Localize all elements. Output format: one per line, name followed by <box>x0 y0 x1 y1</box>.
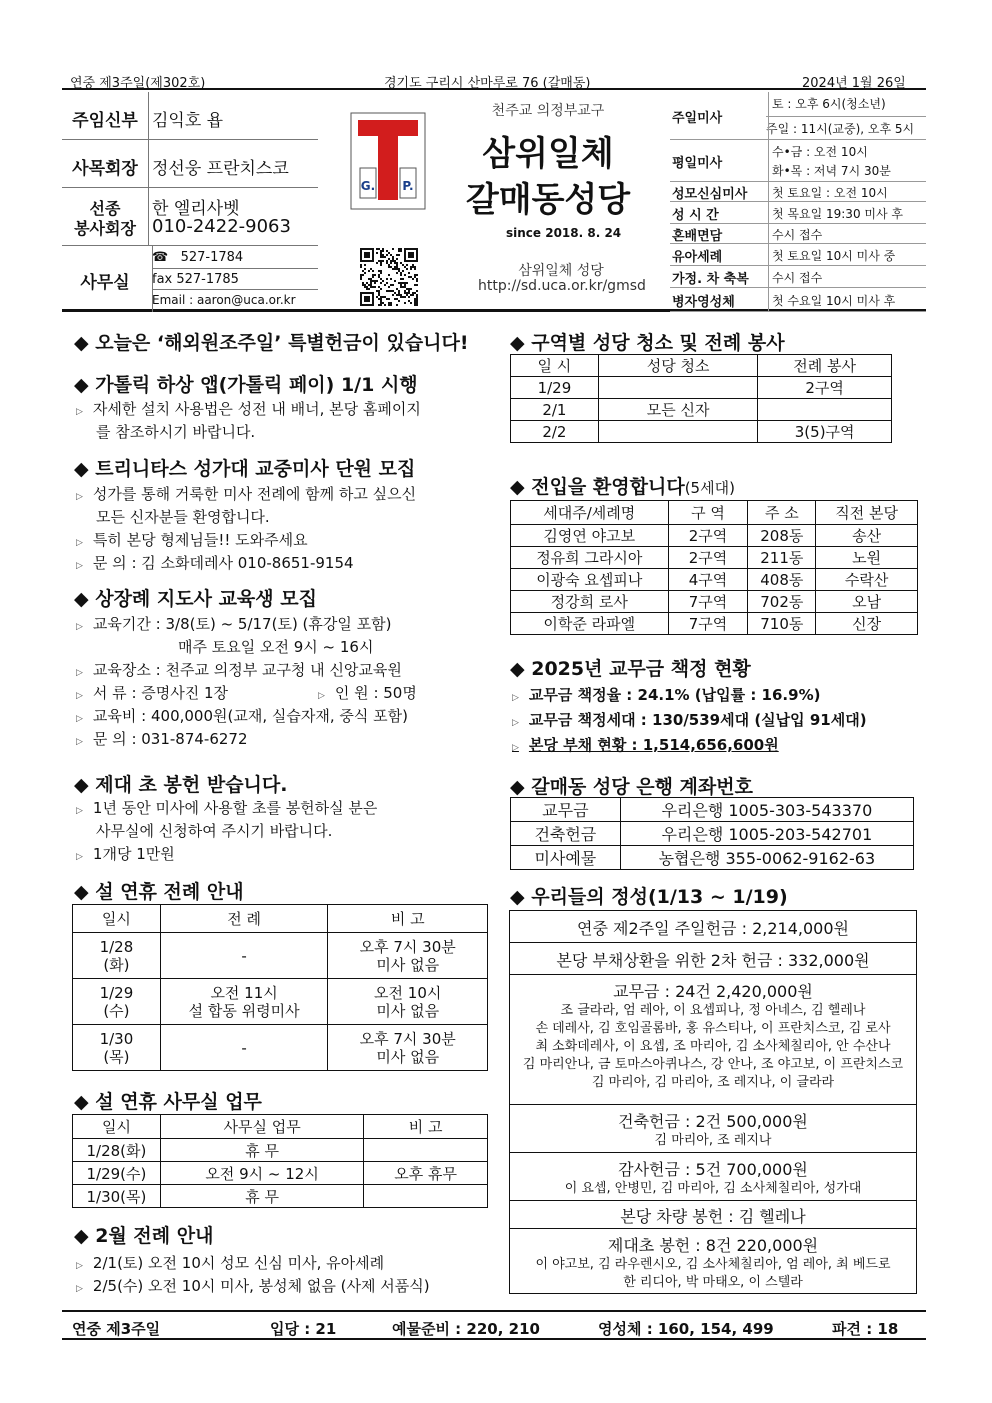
table-cell: 모든 신자 <box>598 399 758 421</box>
table-cell: 미사예물 <box>511 846 621 870</box>
top-bar <box>62 70 926 90</box>
table-cell: 7구역 <box>668 591 748 613</box>
office-fax: fax 527-1785 <box>152 272 239 287</box>
heading-choir: ◆ 트리니타스 성가대 교중미사 단원 모집 <box>74 458 416 480</box>
office-label: 사무실 <box>80 273 130 293</box>
table-cell: 3(5)구역 <box>758 421 892 443</box>
church-name-1: 삼위일체 <box>482 134 614 174</box>
table-cell: - <box>160 933 328 979</box>
mass-row <box>670 140 926 182</box>
table-cell <box>598 377 758 399</box>
office-value-border <box>152 246 318 312</box>
table-cell: 1/29 <box>511 377 599 399</box>
svg-text:P.: P. <box>402 179 414 193</box>
heading-giving: ◆ 우리들의 정성(1/13 ~ 1/19) <box>510 886 788 908</box>
table-header-cell: 일시 <box>73 905 161 933</box>
council-row <box>62 140 318 188</box>
bullet-candle-1: ▷ 1년 동안 미사에 사용할 초를 봉헌하실 분은 <box>76 799 378 817</box>
mass-row <box>670 266 926 288</box>
mass-value: 수•금 : 오전 10시 <box>772 145 868 159</box>
mass-label: 평일미사 <box>672 156 723 171</box>
cleaning-table <box>510 354 892 443</box>
pastor-label: 주임신부 <box>72 111 138 131</box>
office-divider-1 <box>152 268 318 269</box>
table-row <box>511 377 892 399</box>
heading-funeral: ◆ 상장례 지도사 교육생 모집 <box>74 588 317 610</box>
mission-label-2: 봉사회장 <box>74 219 136 238</box>
table-cell: 208동 <box>748 525 816 547</box>
table-header-cell: 일시 <box>73 1115 161 1139</box>
since-date: since 2018. 8. 24 <box>506 226 622 240</box>
pastor-name: 김익호 욥 <box>152 111 224 131</box>
diocese: 천주교 의정부교구 <box>491 103 605 119</box>
heading-holiday-liturgy: ◆ 설 연휴 전례 안내 <box>74 881 244 903</box>
table-cell: 휴 무 <box>160 1185 363 1208</box>
heading-candle: ◆ 제대 초 봉헌 받습니다. <box>74 774 288 796</box>
bullet-feb-1: ▷ 2/1(토) 오전 10시 성모 신심 미사, 유아세례 <box>76 1254 385 1272</box>
bullet-dues-1: ▷ 교무금 책정율 : 24.1% (납입률 : 16.9%) <box>512 686 821 704</box>
office-tel: ☎ 527-1784 <box>152 250 244 265</box>
office-divider-2 <box>152 289 318 290</box>
mass-row <box>670 224 926 244</box>
bullet-funeral-1: ▷ 교육기간 : 3/8(토) ~ 5/17(토) (휴강일 포함) <box>76 615 392 633</box>
bullet-funeral-1b: 매주 토요일 오전 9시 ~ 16시 <box>178 638 374 656</box>
table-cell <box>758 399 892 421</box>
table-cell: 1/29 (수) <box>73 979 161 1025</box>
heading-feb-liturgy: ◆ 2월 전례 안내 <box>74 1225 214 1247</box>
table-cell: 오전 9시 ~ 12시 <box>160 1162 363 1185</box>
table-cell: 702동 <box>748 591 816 613</box>
table-cell: 수락산 <box>816 569 918 591</box>
mass-row <box>670 244 926 266</box>
table-cell: 408동 <box>748 569 816 591</box>
table-cell: 2구역 <box>668 525 748 547</box>
holiday-liturgy-table <box>72 904 488 1071</box>
table-row <box>511 613 918 635</box>
bullet-cp-1b: 를 참조하시기 바랍니다. <box>96 423 256 441</box>
mass-row <box>670 202 926 224</box>
table-cell <box>364 1185 488 1208</box>
pastor-row <box>62 92 318 140</box>
table-cell <box>598 421 758 443</box>
heading-welcome: ◆ 전입을 환영합니다(5세대) <box>510 476 735 498</box>
mission-row <box>62 188 318 246</box>
table-cell: 우리은행 1005-203-542701 <box>620 822 913 846</box>
mass-label: 가정. 차 축복 <box>672 272 749 287</box>
mission-label-1: 선종 <box>89 199 121 218</box>
table-cell: 이학준 라파엘 <box>511 613 669 635</box>
table-cell: 211동 <box>748 547 816 569</box>
issue-label: 연중 제3주일(제302호) <box>70 76 206 91</box>
mass-divider <box>768 92 769 312</box>
bullet-choir-1: ▷ 성가를 통해 거룩한 미사 전례에 함께 하고 싶으신 <box>76 485 417 503</box>
notice-overseas-aid: ◆ 오늘은 ‘해외원조주일’ 특별헌금이 있습니다! <box>74 332 469 354</box>
mass-label: 성 시 간 <box>672 208 719 223</box>
site-name: 삼위일체 성당 <box>518 263 604 279</box>
bullet-funeral-4: ▷ 교육비 : 400,000원(교재, 실습자재, 중식 포함) <box>76 707 408 725</box>
bullet-feb-2: ▷ 2/5(수) 오전 10시 미사, 봉성체 없음 (사제 서품식) <box>76 1277 430 1295</box>
table-header <box>511 355 892 377</box>
giving-building: 건축헌금 : 2건 500,000원 김 마리아, 조 레지나 <box>510 1105 916 1153</box>
bank-table <box>510 797 914 870</box>
address: 경기도 구리시 산마루로 76 (갈매동) <box>384 76 591 91</box>
table-row <box>511 846 914 870</box>
table-cell: 1/30 (목) <box>73 1025 161 1071</box>
table-header-cell: 전 례 <box>160 905 328 933</box>
church-name-2: 갈매동성당 <box>465 180 631 220</box>
mass-label: 주일미사 <box>672 111 723 126</box>
table-cell <box>364 1139 488 1162</box>
header-left-divider <box>148 92 149 246</box>
table-cell: 정강희 로사 <box>511 591 669 613</box>
bottom-pagyeon: 파견 : 18 <box>832 1320 899 1338</box>
table-cell: 정유희 그라시아 <box>511 547 669 569</box>
giving-box <box>509 910 917 1294</box>
table-row <box>73 933 488 979</box>
table-header-cell: 전례 봉사 <box>758 355 892 377</box>
table-cell: 교무금 <box>511 798 621 822</box>
mass-value: 토 : 오후 6시(청소년) <box>772 97 886 111</box>
bullet-choir-1b: 모든 신자분들 환영합니다. <box>96 508 270 526</box>
table-cell: 1/29(수) <box>73 1162 161 1185</box>
table-cell: 4구역 <box>668 569 748 591</box>
mass-value: 첫 수요일 10시 미사 후 <box>772 294 896 308</box>
church-logo <box>350 112 426 210</box>
bullet-funeral-2: ▷ 교육장소 : 천주교 의정부 교구청 내 신앙교육원 <box>76 661 402 679</box>
mass-label: 유아세례 <box>672 250 723 265</box>
table-cell: 송산 <box>816 525 918 547</box>
table-header-cell: 성당 청소 <box>598 355 758 377</box>
mass-value: 첫 목요일 19:30 미사 후 <box>772 207 903 221</box>
table-cell: 1/28 (화) <box>73 933 161 979</box>
bottom-communion: 영성체 : 160, 154, 499 <box>598 1320 774 1338</box>
table-row <box>511 798 914 822</box>
table-cell: 1/30(목) <box>73 1185 161 1208</box>
table-row <box>73 1185 488 1208</box>
table-header-cell: 비 고 <box>328 905 488 933</box>
table-cell: 농협은행 355-0062-9162-63 <box>620 846 913 870</box>
table-row <box>73 1025 488 1071</box>
mass-row <box>670 288 926 312</box>
bullet-cp-1: ▷ 자세한 설치 사용법은 성전 내 배너, 본당 홈페이지 <box>76 400 421 418</box>
table-row <box>511 547 918 569</box>
svg-text:G.: G. <box>360 179 376 193</box>
mass-row <box>670 92 926 140</box>
table-cell: 우리은행 1005-303-543370 <box>620 798 913 822</box>
table-header-cell: 주 소 <box>748 501 816 525</box>
giving-dues: 교무금 : 24건 2,420,000원 조 글라라, 엄 레아, 이 요셉피나, 정 아네스, 김 헬레나 손 데레사, 김 호임골롬바, 홍 유스티나, 이 프란치스코, 김 로사 최 소화데레사, 이 요셉, 조 마리아, 김 소사체칠리아, 안 수산나 김 마리안나, 금 토마스아퀴나스, 강 안나, 조 야고보, 이 프란치스코 김 마리아, 김 마리아, 조 레지나, 이 글라라 <box>510 975 916 1105</box>
giving-thanks: 감사헌금 : 5건 700,000원 이 요셉, 안병민, 김 마리아, 김 소사체칠리아, 성가대 <box>510 1153 916 1201</box>
phone-icon: ☎ <box>152 250 169 265</box>
table-row <box>511 525 918 547</box>
table-row <box>511 421 892 443</box>
issue-date: 2024년 1월 26일 <box>802 76 906 91</box>
table-cell: 이광숙 요셉피나 <box>511 569 669 591</box>
table-cell: 오후 휴무 <box>364 1162 488 1185</box>
table-row <box>73 979 488 1025</box>
heading-dues: ◆ 2025년 교무금 책정 현황 <box>510 658 751 680</box>
table-row <box>511 591 918 613</box>
mass-subdivider <box>766 116 926 117</box>
table-header-cell: 비 고 <box>364 1115 488 1139</box>
table-cell: 7구역 <box>668 613 748 635</box>
table-header-cell: 구 역 <box>668 501 748 525</box>
giving-sunday: 연중 제2주일 주일헌금 : 2,214,000원 <box>510 911 916 943</box>
heading-holiday-office: ◆ 설 연휴 사무실 업무 <box>74 1091 262 1113</box>
bottom-week: 연중 제3주일 <box>72 1320 161 1338</box>
mass-value: 화•목 : 저녁 7시 30분 <box>772 164 891 178</box>
table-cell: 건축헌금 <box>511 822 621 846</box>
newcomers-table <box>510 500 918 635</box>
mass-label: 성모신심미사 <box>672 187 748 202</box>
mass-value: 수시 접수 <box>772 228 823 242</box>
giving-vehicle: 본당 차량 봉헌 : 김 헬레나 <box>510 1201 916 1229</box>
office-email[interactable]: Email : aaron@uca.or.kr <box>152 293 296 307</box>
council-name: 정선웅 프란치스코 <box>152 159 289 179</box>
mass-value: 수시 접수 <box>772 271 823 285</box>
attendance-bar <box>62 1310 926 1340</box>
table-cell: 오남 <box>816 591 918 613</box>
mass-value: 주일 : 11시(교중), 오후 5시 <box>766 122 915 136</box>
mission-name: 한 엘리사벳 <box>152 199 240 219</box>
mass-value: 첫 토요일 10시 미사 중 <box>772 249 896 263</box>
table-cell: 김영연 야고보 <box>511 525 669 547</box>
bullet-candle-1b: 사무실에 신청하여 주시기 바랍니다. <box>96 822 333 840</box>
table-row <box>511 822 914 846</box>
table-cell: 노원 <box>816 547 918 569</box>
table-cell: 오후 7시 30분 미사 없음 <box>328 933 488 979</box>
giving-candle: 제대초 봉헌 : 8건 220,000원 이 야고보, 김 라우렌시오, 김 소사체칠리아, 엄 레아, 최 베드로 한 리디아, 박 마태오, 이 스텔라 <box>535 1236 891 1290</box>
bottom-ipdang: 입당 : 21 <box>270 1320 337 1338</box>
bullet-choir-2: ▷ 특히 본당 형제님들!! 도와주세요 <box>76 531 308 549</box>
bullet-funeral-5: ▷ 문 의 : 031-874-6272 <box>76 730 248 748</box>
bullet-funeral-3: ▷ 서 류 : 증명사진 1장 <box>76 684 229 702</box>
table-cell: 오전 10시 미사 없음 <box>328 979 488 1025</box>
heading-bank: ◆ 갈매동 성당 은행 계좌번호 <box>510 776 753 798</box>
table-header <box>73 905 488 933</box>
holiday-office-table <box>72 1114 488 1208</box>
bullet-dues-2: ▷ 교무금 책정세대 : 130/539세대 (실납입 91세대) <box>512 711 867 729</box>
table-header-cell: 세대주/세례명 <box>511 501 669 525</box>
qr-code[interactable] <box>358 246 420 308</box>
giving-second: 본당 부채상환을 위한 2차 헌금 : 332,000원 <box>510 943 916 975</box>
bottom-yemul: 예물준비 : 220, 210 <box>392 1320 540 1338</box>
site-url[interactable]: http://sd.uca.or.kr/gmsd <box>478 278 646 294</box>
table-cell: 2/1 <box>511 399 599 421</box>
mission-phone: 010-2422-9063 <box>152 216 291 237</box>
table-row <box>511 399 892 421</box>
mass-row <box>670 182 926 202</box>
table-cell: 오전 11시 설 합동 위령미사 <box>160 979 328 1025</box>
mass-label: 병자영성체 <box>672 295 735 310</box>
table-cell: 710동 <box>748 613 816 635</box>
table-cell: 2/2 <box>511 421 599 443</box>
table-row <box>73 1139 488 1162</box>
table-cell: 2구역 <box>668 547 748 569</box>
table-header-cell: 직전 본당 <box>816 501 918 525</box>
mass-label: 혼배면담 <box>672 229 723 244</box>
bullet-choir-3: ▷ 문 의 : 김 소화데레사 010-8651-9154 <box>76 554 354 572</box>
table-cell: 1/28(화) <box>73 1139 161 1162</box>
table-header-cell: 일 시 <box>511 355 599 377</box>
bullet-dues-3: ▷ 본당 부채 현황 : 1,514,656,600원 <box>512 736 779 754</box>
table-cell: 오후 7시 30분 미사 없음 <box>328 1025 488 1071</box>
bullet-candle-2: ▷ 1개당 1만원 <box>76 845 175 863</box>
table-header <box>73 1115 488 1139</box>
table-header <box>511 501 918 525</box>
bullet-funeral-3r: ▷ 인 원 : 50명 <box>318 684 417 702</box>
table-header-cell: 사무실 업무 <box>160 1115 363 1139</box>
heading-cleaning: ◆ 구역별 성당 청소 및 전례 봉사 <box>510 332 785 354</box>
table-cell: 신장 <box>816 613 918 635</box>
heading-catholic-pay: ◆ 가톨릭 하상 앱(가톨릭 페이) 1/1 시행 <box>74 374 418 396</box>
table-row <box>511 569 918 591</box>
table-cell: - <box>160 1025 328 1071</box>
table-cell: 휴 무 <box>160 1139 363 1162</box>
council-label: 사목회장 <box>72 159 138 179</box>
table-row <box>73 1162 488 1185</box>
table-cell: 2구역 <box>758 377 892 399</box>
mass-value: 첫 토요일 : 오전 10시 <box>772 186 888 200</box>
